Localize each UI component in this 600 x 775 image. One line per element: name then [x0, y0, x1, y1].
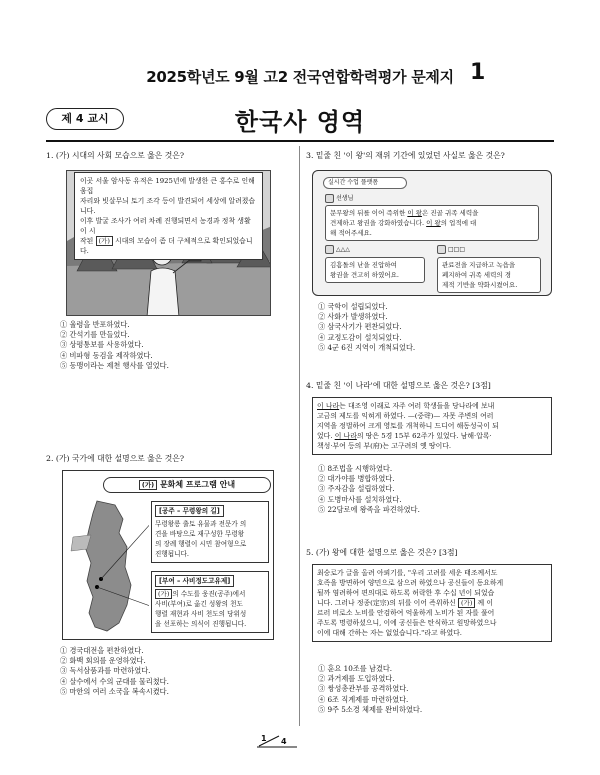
teacher-message: 문무왕의 뒤를 이어 즉위한 이 왕은 진골 귀족 세력을 견제하고 왕권을 강화하였습니다. 이 왕의 업적에 대 해 적어주세요.: [325, 205, 539, 241]
q1-options: [60, 320, 290, 371]
card-line: 의 장례 행렬이 시민 참여형으로: [155, 540, 247, 548]
page-footer: [257, 734, 297, 748]
ga-blank: (가): [155, 589, 172, 599]
card-line: 을 선포하는 의식이 진행됩니다.: [155, 620, 247, 628]
q3-option[interactable]: ① 국학이 설립되었다.: [318, 302, 388, 311]
session-badge: 제 4 교시: [46, 108, 124, 130]
q4-option[interactable]: ① 8조법을 시행하였다.: [318, 464, 393, 473]
program-card-gongju: [151, 501, 269, 563]
q5-option[interactable]: ⑤ 9주 5소경 체제를 완비하였다.: [318, 704, 423, 714]
card-line: 견을 바탕으로 재구성한 무령왕: [155, 530, 245, 538]
q5-passage-box: 최승로가 글을 올려 아뢰기를, "우리 고려를 세운 태조께서도 호족을 방면하여 양민으로 삼으려 하였으나 공신들이 동요하게 될까 염려하여 편의대로 하도록 허락한 후 수십 년이 되었습 니다. 그러나 정종(定宗)의 뒤를 이어 즉위하신 (가) 께 이 르러 비로소 노비를 안검하여 억울하게 노비가 된 자를 풀어 주도록 명령하셨으니, 이에 공신들은 탄식하고 원망하였으나 이에 대해 간하는 자는 없었습니다."라고 하였다.: [312, 564, 552, 642]
q5-option[interactable]: ② 과거제를 도입하였다.: [318, 674, 395, 684]
chat-platform-tab: 실시간 수업 플랫폼: [323, 177, 407, 189]
q3-stem: 3. 밑줄 친 '이 왕'의 재위 기간에 있었던 사실로 옳은 것은?: [306, 151, 505, 160]
exam-title: 2025학년도 9월 고2 전국연합학력평가 문제지: [146, 68, 454, 86]
card-line: 사비(부여)로 옮긴 성왕의 천도: [155, 600, 243, 608]
q4-option[interactable]: ④ 도병마사를 설치하였다.: [318, 494, 402, 504]
q1-box-line: 이후 발굴 조사가 여러 차례 진행되면서 농경과 정착 생활이 시: [80, 217, 251, 235]
q1-box-line: 자리와 빗살무늬 토기 조각 등이 발견되어 세상에 알려졌습니다.: [80, 197, 256, 215]
q2-option[interactable]: ① 경국대전을 편찬하였다.: [60, 646, 144, 655]
user-avatar-icon: [325, 194, 334, 203]
teacher-label: 선생님: [325, 193, 353, 203]
q3-option[interactable]: ⑤ 4군 6진 지역이 개척되었다.: [318, 342, 416, 352]
ga-blank: (가): [458, 598, 475, 608]
q5-stem: 5. (가) 왕에 대한 설명으로 옳은 것은? [3점]: [306, 548, 458, 557]
card-line: 행렬 재현과 사비 천도의 당위성: [155, 610, 247, 618]
q3-options: [318, 302, 548, 353]
q1-option[interactable]: ① 율령을 반포하였다.: [60, 320, 130, 329]
korea-map-icon: [67, 497, 149, 637]
q1-option[interactable]: ③ 상평통보를 사용하였다.: [60, 340, 144, 350]
user-avatar-icon: [325, 245, 334, 254]
q5-options: [318, 664, 548, 715]
q4-option[interactable]: ③ 주자감을 설립하였다.: [318, 484, 395, 494]
card-line: 진행됩니다.: [155, 550, 189, 558]
card-title: [부여 – 사비정도고유제]: [155, 575, 234, 587]
q4-stem: 4. 밑줄 친 '이 나라'에 대한 설명으로 옳은 것은? [3점]: [306, 381, 491, 390]
page-current: 1: [261, 734, 267, 743]
q1-option[interactable]: ⑤ 동맹이라는 제천 행사를 열었다.: [60, 360, 169, 370]
q2-option[interactable]: ⑤ 마한의 여러 소국을 복속시켰다.: [60, 686, 169, 696]
q2-stem: 2. (가) 국가에 대한 설명으로 옳은 것은?: [46, 454, 185, 463]
q1-option[interactable]: ② 간석기를 만들었다.: [60, 330, 130, 340]
ga-blank: (가): [139, 480, 157, 490]
student-b-message: 관료전을 지급하고 녹읍을 폐지하여 귀족 세력의 경 제적 기반을 약화시켰어요.: [437, 257, 541, 293]
q2-option[interactable]: ③ 독서삼품과를 마련하였다.: [60, 666, 151, 676]
student-a-label: △△△: [325, 245, 350, 254]
student-b-label: □□□: [437, 245, 465, 254]
q2-option[interactable]: ② 화백 회의를 운영하였다.: [60, 656, 146, 666]
q1-stem: 1. (가) 시대의 사회 모습으로 옳은 것은?: [46, 151, 185, 160]
q2-figure: [62, 470, 274, 640]
q4-passage-box: 이 나라는 대조영 이래로 자주 여러 학생들을 당나라에 보내 고금의 제도를 익혀게 하였다. —(중략)— 자못 주변의 여러 지역을 정벌하여 크게 영토를 개척하니 드디어 해동성국이 되 었다. 이 나라의 땅은 5경 15부 62주가 있었다. 남해·압록· 책성·부여 등의 부(府)는 고구려의 옛 땅이다.: [312, 397, 552, 455]
q1-box-line: 작된 (가) 시대의 모습이 좀 더 구체적으로 확인되었습니다.: [80, 237, 253, 255]
user-avatar-icon: [437, 245, 446, 254]
program-title: (가) 문화체 프로그램 안내: [103, 477, 271, 493]
q4-option[interactable]: ⑤ 22담로에 왕족을 파견하였다.: [318, 504, 420, 514]
q1-box-line: 이곳 서울 암사동 유적은 1925년에 발생한 큰 홍수로 인해 움집: [80, 177, 255, 195]
q4-option[interactable]: ② 대가야를 병합하였다.: [318, 474, 395, 484]
page-number: 1: [470, 60, 486, 85]
q5-option[interactable]: ③ 쌍성총관부를 공격하였다.: [318, 684, 409, 694]
column-divider: [299, 146, 300, 726]
q4-options: [318, 464, 548, 515]
student-a-message: 김흠돌의 난을 진압하여 왕권을 견고히 하였어요.: [325, 257, 425, 283]
card-title: [공주 – 무령왕의 길]: [155, 505, 224, 517]
q5-option[interactable]: ④ 6조 직계제를 마련하였다.: [318, 694, 409, 704]
header-rule: [46, 140, 554, 142]
q1-option[interactable]: ④ 비파형 동검을 제작하였다.: [60, 350, 153, 360]
q1-quote-box: [66, 168, 271, 255]
q3-chat-panel: [312, 170, 552, 296]
q5-option[interactable]: ① 훈요 10조를 남겼다.: [318, 664, 393, 673]
program-card-buyeo: [151, 571, 269, 633]
q2-options: [60, 646, 290, 697]
card-line: 무령왕릉 출토 유물과 전문가 의: [155, 520, 247, 528]
card-line: (가) 의 수도를 웅진(공주)에서: [155, 589, 265, 599]
q3-option[interactable]: ② 사화가 발생하였다.: [318, 312, 388, 322]
q3-option[interactable]: ④ 교정도감이 설치되었다.: [318, 332, 402, 342]
q2-option[interactable]: ④ 살수에서 수의 군대를 물리쳤다.: [60, 676, 169, 686]
page-total: 4: [281, 737, 287, 746]
ga-blank: (가): [96, 236, 113, 246]
subject-title: 한국사 영역: [234, 108, 366, 136]
q3-option[interactable]: ③ 삼국사기가 편찬되었다.: [318, 322, 402, 332]
